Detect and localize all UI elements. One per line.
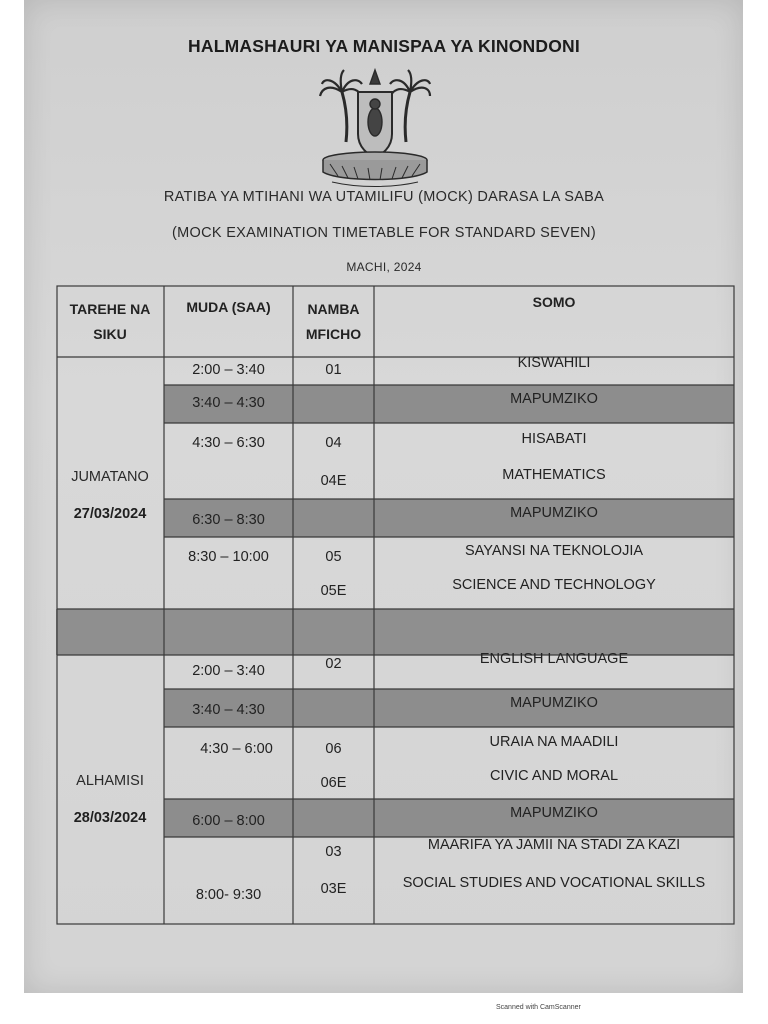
code-cell: 02 <box>325 656 342 673</box>
subject-cell: CIVIC AND MORAL <box>489 768 619 785</box>
subject-cell: HISABATI <box>521 431 587 448</box>
day-name: ALHAMISI <box>76 773 144 790</box>
subject-cell: MAPUMZIKO <box>510 805 598 822</box>
day-name: JUMATANO <box>71 469 149 486</box>
code-cell: 03E <box>320 881 347 898</box>
code-cell: 04 <box>325 435 342 452</box>
header-date: TAREHE NA SIKU <box>69 301 151 342</box>
time-cell: 3:40 – 4:30 <box>192 702 265 719</box>
code-cell: 06 <box>325 741 342 758</box>
subject-cell: URAIA NA MAADILI <box>489 734 619 751</box>
subject-cell: ENGLISH LANGUAGE <box>479 651 629 668</box>
time-cell: 2:00 – 3:40 <box>192 663 265 680</box>
exam-title-swahili: RATIBA YA MTIHANI WA UTAMILIFU (MOCK) DARASA LA SABA <box>163 189 605 205</box>
code-cell: 03 <box>325 844 342 861</box>
subject-cell: MAARIFA YA JAMII NA STADI ZA KAZI <box>427 837 681 854</box>
header-subject: SOMO <box>532 293 576 310</box>
code-cell: 01 <box>325 362 342 379</box>
time-cell: 8:00- 9:30 <box>195 887 262 904</box>
subject-cell: MAPUMZIKO <box>510 391 598 408</box>
day-date: 27/03/2024 <box>73 506 147 523</box>
header-code: NAMBA MFICHO <box>305 301 362 342</box>
timetable <box>56 285 736 927</box>
coat-of-arms-emblem <box>318 64 432 188</box>
code-cell: 06E <box>320 775 347 792</box>
time-cell: 4:30 – 6:30 <box>192 435 265 452</box>
exam-month: MACHI, 2024 <box>346 260 422 274</box>
subject-cell: SCIENCE AND TECHNOLOGY <box>452 577 656 594</box>
exam-title-english: (MOCK EXAMINATION TIMETABLE FOR STANDARD SEVEN) <box>172 225 596 241</box>
time-cell: 8:30 – 10:00 <box>188 549 269 566</box>
header-time: MUDA (SAA) <box>186 298 271 315</box>
subject-cell: MATHEMATICS <box>502 467 606 484</box>
subject-cell: MAPUMZIKO <box>510 695 598 712</box>
code-cell: 05E <box>320 583 347 600</box>
scanner-watermark: Scanned with CamScanner <box>496 1004 581 1011</box>
time-cell: 6:30 – 8:30 <box>192 512 265 529</box>
code-cell: 05 <box>325 549 342 566</box>
table-grid <box>56 285 736 927</box>
council-title: HALMASHAURI YA MANISPAA YA KINONDONI <box>188 36 580 56</box>
time-cell: 3:40 – 4:30 <box>192 395 265 412</box>
time-cell: 4:30 – 6:00 <box>200 741 273 758</box>
day-date: 28/03/2024 <box>73 810 147 827</box>
code-cell: 04E <box>320 473 347 490</box>
subject-cell: KISWAHILI <box>517 355 591 372</box>
subject-cell: SOCIAL STUDIES AND VOCATIONAL SKILLS <box>402 875 706 892</box>
subject-cell: MAPUMZIKO <box>510 505 598 522</box>
time-cell: 2:00 – 3:40 <box>192 362 265 379</box>
time-cell: 6:00 – 8:00 <box>192 813 265 830</box>
subject-cell: SAYANSI NA TEKNOLOJIA <box>464 543 644 560</box>
